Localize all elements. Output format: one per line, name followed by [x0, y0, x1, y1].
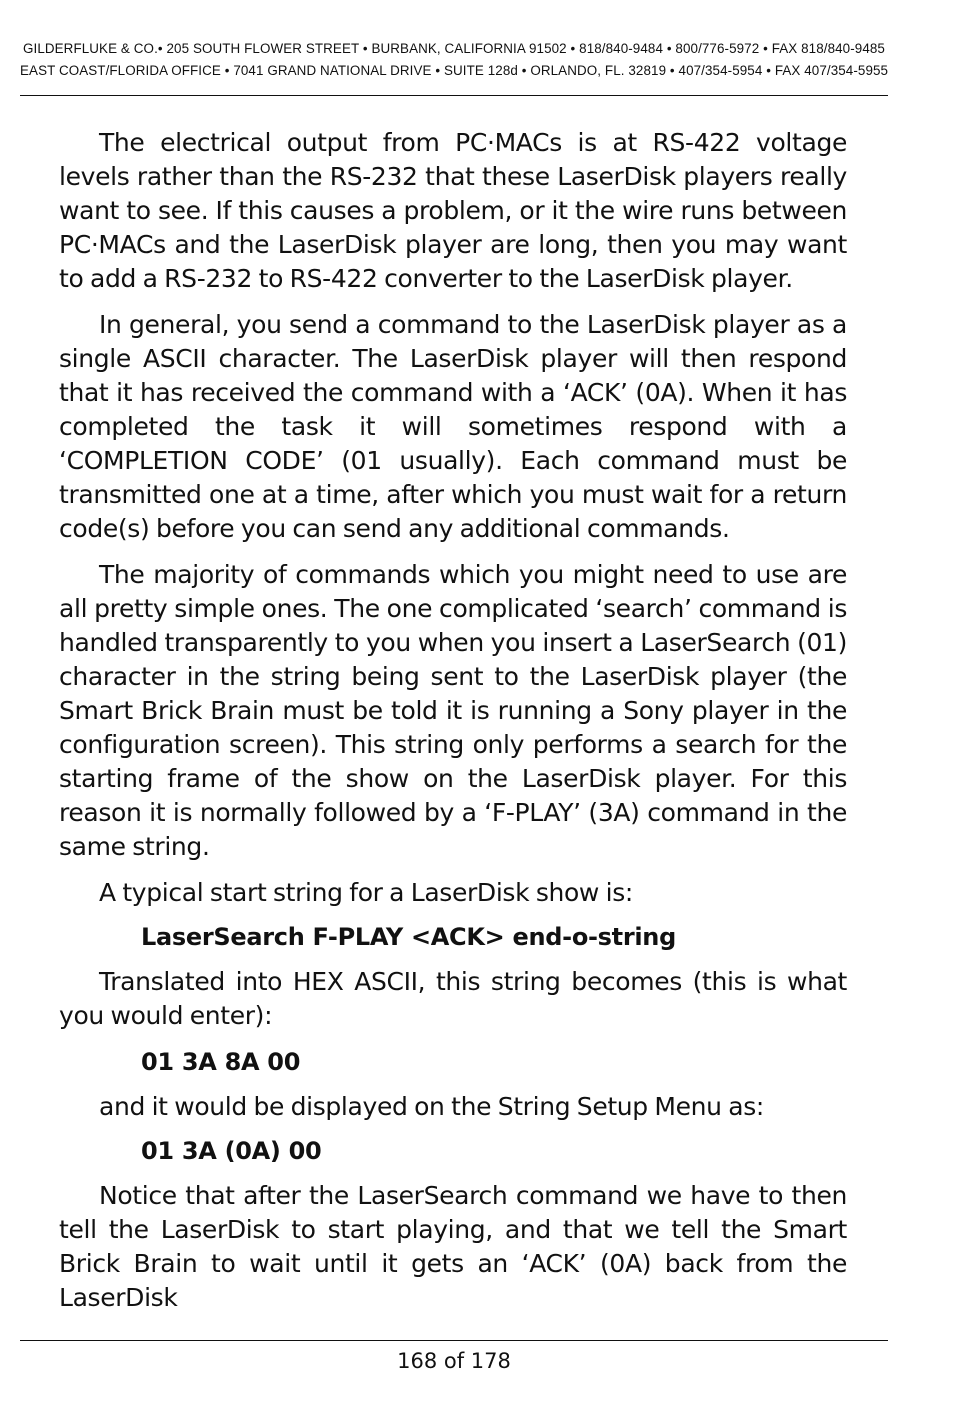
page-number: 168 of 178 — [397, 1349, 511, 1373]
letterhead — [20, 38, 888, 82]
paragraph-start-string-intro: A typical start string for a LaserDisk show is: — [99, 878, 633, 907]
header-divider — [20, 95, 888, 96]
letterhead-line-2: EAST COAST/FLORIDA OFFICE • 7041 GRAND NATIONAL DRIVE • SUITE 128d • ORLANDO, FL. 32819 • 407/354-5954 • FAX 407/354-5955 — [20, 63, 889, 78]
footer-divider — [20, 1340, 888, 1341]
paragraph-search-command: The majority of commands which you might need to use are all pretty simple ones. The one complicated ‘search’ command is handled transparently to you when you insert a LaserSearch (01) character in the string being sent to the LaserDisk player (the Smart Brick Brain must be told it is running a Sony player in the configuration screen). This string only performs a search for the starting frame of the show on the LaserDisk player. For this reason it is normally followed by a ‘F-PLAY’ (3A) command in the same string. — [59, 560, 847, 861]
paragraph-command-protocol: In general, you send a command to the LaserDisk player as a single ASCII character. The LaserDisk player will then respond that it has received the command with a ‘ACK’ (0A). When it has completed the task it will sometimes respond with a ‘COMPLETION CODE’ (01 usually). Each command must be transmitted one at a time, after which you must wait for a return code(s) before you can send any additional commands. — [59, 310, 847, 543]
code-hex-string: 01 3A 8A 00 — [141, 1048, 301, 1076]
paragraph-hex-translation: Translated into HEX ASCII, this string becomes (this is what you would enter): — [59, 967, 847, 1030]
paragraph-voltage-levels: The electrical output from PC·MACs is at RS-422 voltage levels rather than the RS-232 that these LaserDisk players really want to see. If this causes a problem, or it the wire runs between PC·MACs and the LaserDisk player are long, then you may want to add a RS-232 to RS-422 converter to the LaserDisk player. — [59, 128, 847, 293]
letterhead-line-1: GILDERFLUKE & CO.• 205 SOUTH FLOWER STREET • BURBANK, CALIFORNIA 91502 • 818/840-9484 • 800/776-5972 • FAX 818/840-9485 — [23, 41, 885, 56]
page-body — [59, 126, 847, 1327]
paragraph-notice: Notice that after the LaserSearch command we have to then tell the LaserDisk to start playing, and that we tell the Smart Brick Brain to wait until it gets an ‘ACK’ (0A) back from the LaserDisk — [59, 1181, 847, 1312]
code-start-string: LaserSearch F-PLAY <ACK> end-o-string — [141, 923, 676, 951]
code-display-string: 01 3A (0A) 00 — [141, 1137, 322, 1165]
paragraph-display-intro: and it would be displayed on the String Setup Menu as: — [99, 1092, 764, 1121]
